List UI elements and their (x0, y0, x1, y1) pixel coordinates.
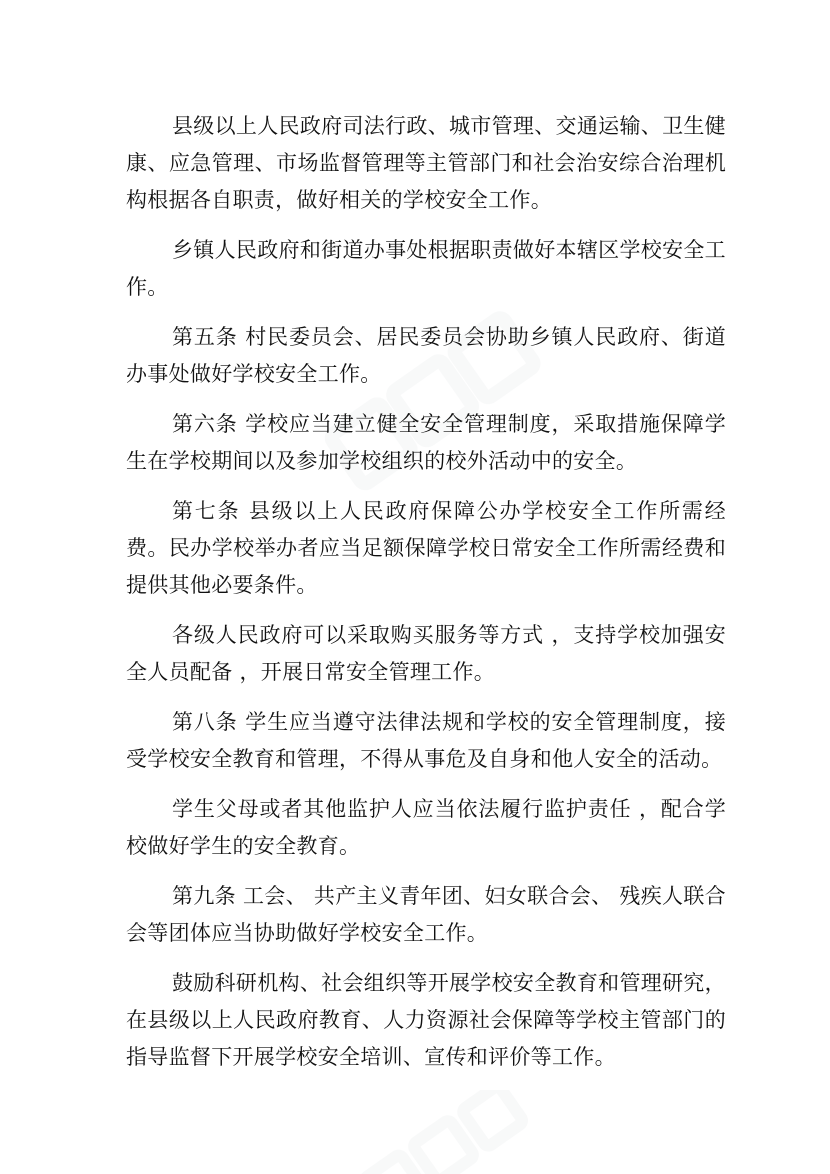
paragraph-article-5: 第五条 村民委员会、居民委员会协助乡镇人民政府、街道办事处做好学校安全工作。 (126, 325, 726, 386)
paragraph-guardians: 学生父母或者其他监护人应当依法履行监护责任 ，配合学校做好学生的安全教育。 (126, 797, 726, 858)
paragraph-article-8: 第八条 学生应当遵守法律法规和学校的安全管理制度，接受学校安全教育和管理，不得从事危及自身和他人安全的活动。 (126, 710, 726, 771)
paragraph-county-departments: 县级以上人民政府司法行政、城市管理、交通运输、卫生健康、应急管理、市场监督管理等主管部门和社会治安综合治理机构根据各自职责，做好相关的学校安全工作。 (126, 114, 726, 212)
paragraph-purchase-services: 各级人民政府可以采取购买服务等方式 ，支持学校加强安全人员配备 ，开展日常安全管理工作。 (126, 623, 726, 684)
paragraph-article-6: 第六条 学校应当建立健全安全管理制度，采取措施保障学生在学校期间以及参加学校组织的校外活动中的安全。 (126, 412, 726, 473)
watermark-graphic-bottom (330, 1090, 550, 1174)
paragraph-township-government: 乡镇人民政府和街道办事处根据职责做好本辖区学校安全工作。 (126, 238, 726, 299)
paragraph-article-7: 第七条 县级以上人民政府保障公办学校安全工作所需经费。民办学校举办者应当足额保障学校日常安全工作所需经费和提供其他必要条件。 (126, 499, 726, 597)
paragraph-article-9: 第九条 工会、 共产主义青年团、妇女联合会、 残疾人联合会等团体应当协助做好学校安全工作。 (126, 884, 726, 945)
document-body (126, 108, 726, 1089)
paragraph-research-institutions: 鼓励科研机构、社会组织等开展学校安全教育和管理研究，在县级以上人民政府教育、人力资源社会保障等学校主管部门的指导监督下开展学校安全培训、宣传和评价等工作。 (126, 971, 726, 1069)
